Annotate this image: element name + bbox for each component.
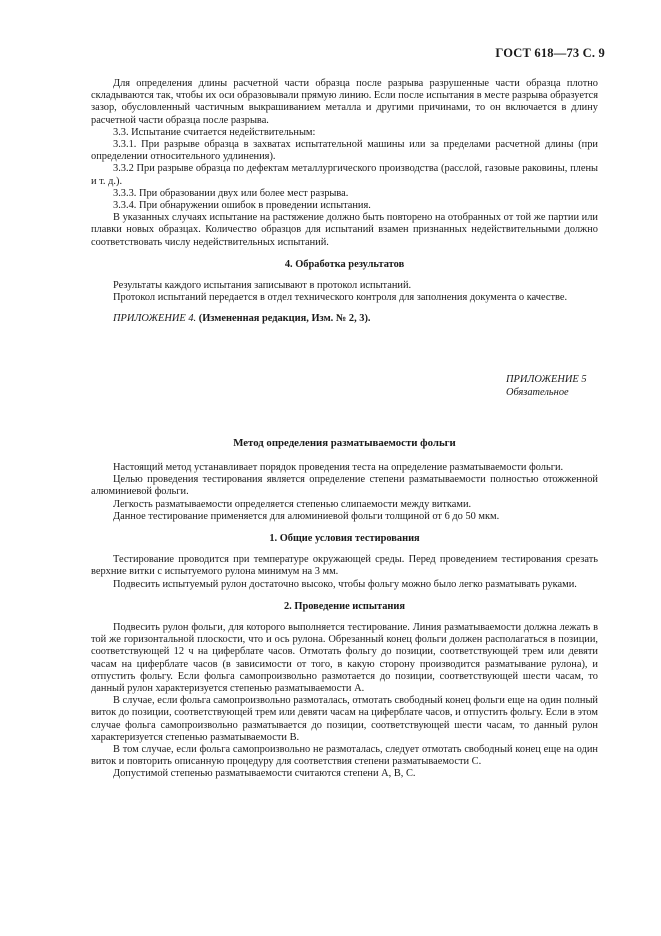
paragraph: Целью проведения тестирования является определение степени разматываемости полностью отожженной алюминиевой фольги. — [91, 474, 598, 498]
method-title: Метод определения разматываемости фольги — [233, 437, 456, 449]
annex-label: ПРИЛОЖЕНИЕ 5 — [506, 374, 587, 385]
annex-label-block — [506, 373, 587, 399]
paragraph: Для определения длины расчетной части образца после разрыва разрушенные части образца плотно складываются так, чтобы их оси образовывали прямую линию. Если после испытания в месте разрыва образуется зазор, обусловленный частичным выкрашиванием металла и другими причинами, то он включается в длину расчетной части образца после разрыва. — [91, 78, 599, 126]
paragraph: Подвесить испытуемый рулон достаточно высоко, чтобы фольгу можно было легко разматывать руками. — [113, 578, 577, 590]
upper-text-block — [91, 78, 598, 326]
section-2-heading: 2. Проведение испытания — [283, 600, 406, 612]
paragraph: Данное тестирование применяется для алюминиевой фольги толщиной от 6 до 50 мкм. — [113, 510, 500, 522]
annex-status: Обязательное — [506, 387, 569, 398]
appendix-4-note — [91, 313, 598, 325]
paragraph: 3.3.4. При обнаружении ошибок в проведении испытания. — [113, 200, 371, 212]
lower-text-block — [91, 462, 598, 781]
paragraph: Тестирование проводится при температуре окружающей среды. Перед проведением тестирования срезать верхние витки с испытуемого рулона минимум на 3 мм. — [91, 554, 598, 578]
paragraph: Подвесить рулон фольги, для которого выполняется тестирование. Линия разматываемости должна лежать в той же горизонтальной плоскости, что и ось рулона. Обрезанный конец фольги должен располагаться в позиции, соответствующей 12 ч на циферблате часов. Отмотать фольгу до позиции, соответствующей трем или девяти часам на циферблате часов (в зависимости от того, в какую сторону производится разматывание рулона), и отпустить фольгу. Если фольга самопроизвольно размотается до позиции, соответствующей шести часам, то данный рулон характеризуется степенью разматываемости А. — [91, 622, 598, 695]
paragraph: 3.3.1. При разрыве образца в захватах испытательной машины или за пределами расчетной длины (при определении относительного удлинения). — [91, 139, 598, 163]
amendment-note: (Измененная редакция, Изм. № 2, 3). — [198, 313, 371, 325]
paragraph: Протокол испытаний передается в отдел технического контроля для заполнения документа о качестве. — [113, 292, 568, 304]
paragraph: Настоящий метод устанавливает порядок проведения теста на определение разматываемости фольги. — [113, 462, 564, 473]
paragraph: 3.3.2 При разрыве образца по дефектам металлургического производства (расслой, газовые раковины, плены и т. д.). — [91, 163, 598, 187]
paragraph: В случае, если фольга самопроизвольно размоталась, отмотать свободный конец фольги еще на один полный виток до позиции, соответствующей трем или девяти часам на циферблате часов, и отпустить фольгу. Если в этом случае фольга самопроизвольно разматывается до позиции, соответствующей шести часам, то данный рулон характеризуется степенью разматываемости В. — [91, 695, 598, 743]
appendix-4-label: ПРИЛОЖЕНИЕ 4. — [113, 313, 197, 325]
section-1-heading: 1. Общие условия тестирования — [269, 533, 420, 545]
paragraph: В том случае, если фольга самопроизвольно не размоталась, следует отмотать свободный конец еще на один виток и повторить описанную процедуру для соответствия степени разматываемости С. — [91, 744, 598, 768]
paragraph: Допустимой степенью разматываемости считаются степени А, В, С. — [113, 768, 416, 780]
paragraph: В указанных случаях испытание на растяжение должно быть повторено на отобранных от той же партии или плавки новых образцах. Количество образцов для испытаний взамен признанных недействительными должно соответствовать числу недействительных испытаний. — [91, 212, 598, 248]
page-header: ГОСТ 618—73 С. 9 — [495, 46, 605, 60]
paragraph: Результаты каждого испытания записывают в протокол испытаний. — [113, 280, 412, 292]
paragraph: 3.3. Испытание считается недействительным: — [113, 126, 316, 138]
paragraph: 3.3.3. При образовании двух или более мест разрыва. — [113, 187, 349, 199]
paragraph: Легкость разматываемости определяется степенью слипаемости между витками. — [113, 498, 472, 510]
section-4-heading: 4. Обработка результатов — [284, 258, 405, 270]
